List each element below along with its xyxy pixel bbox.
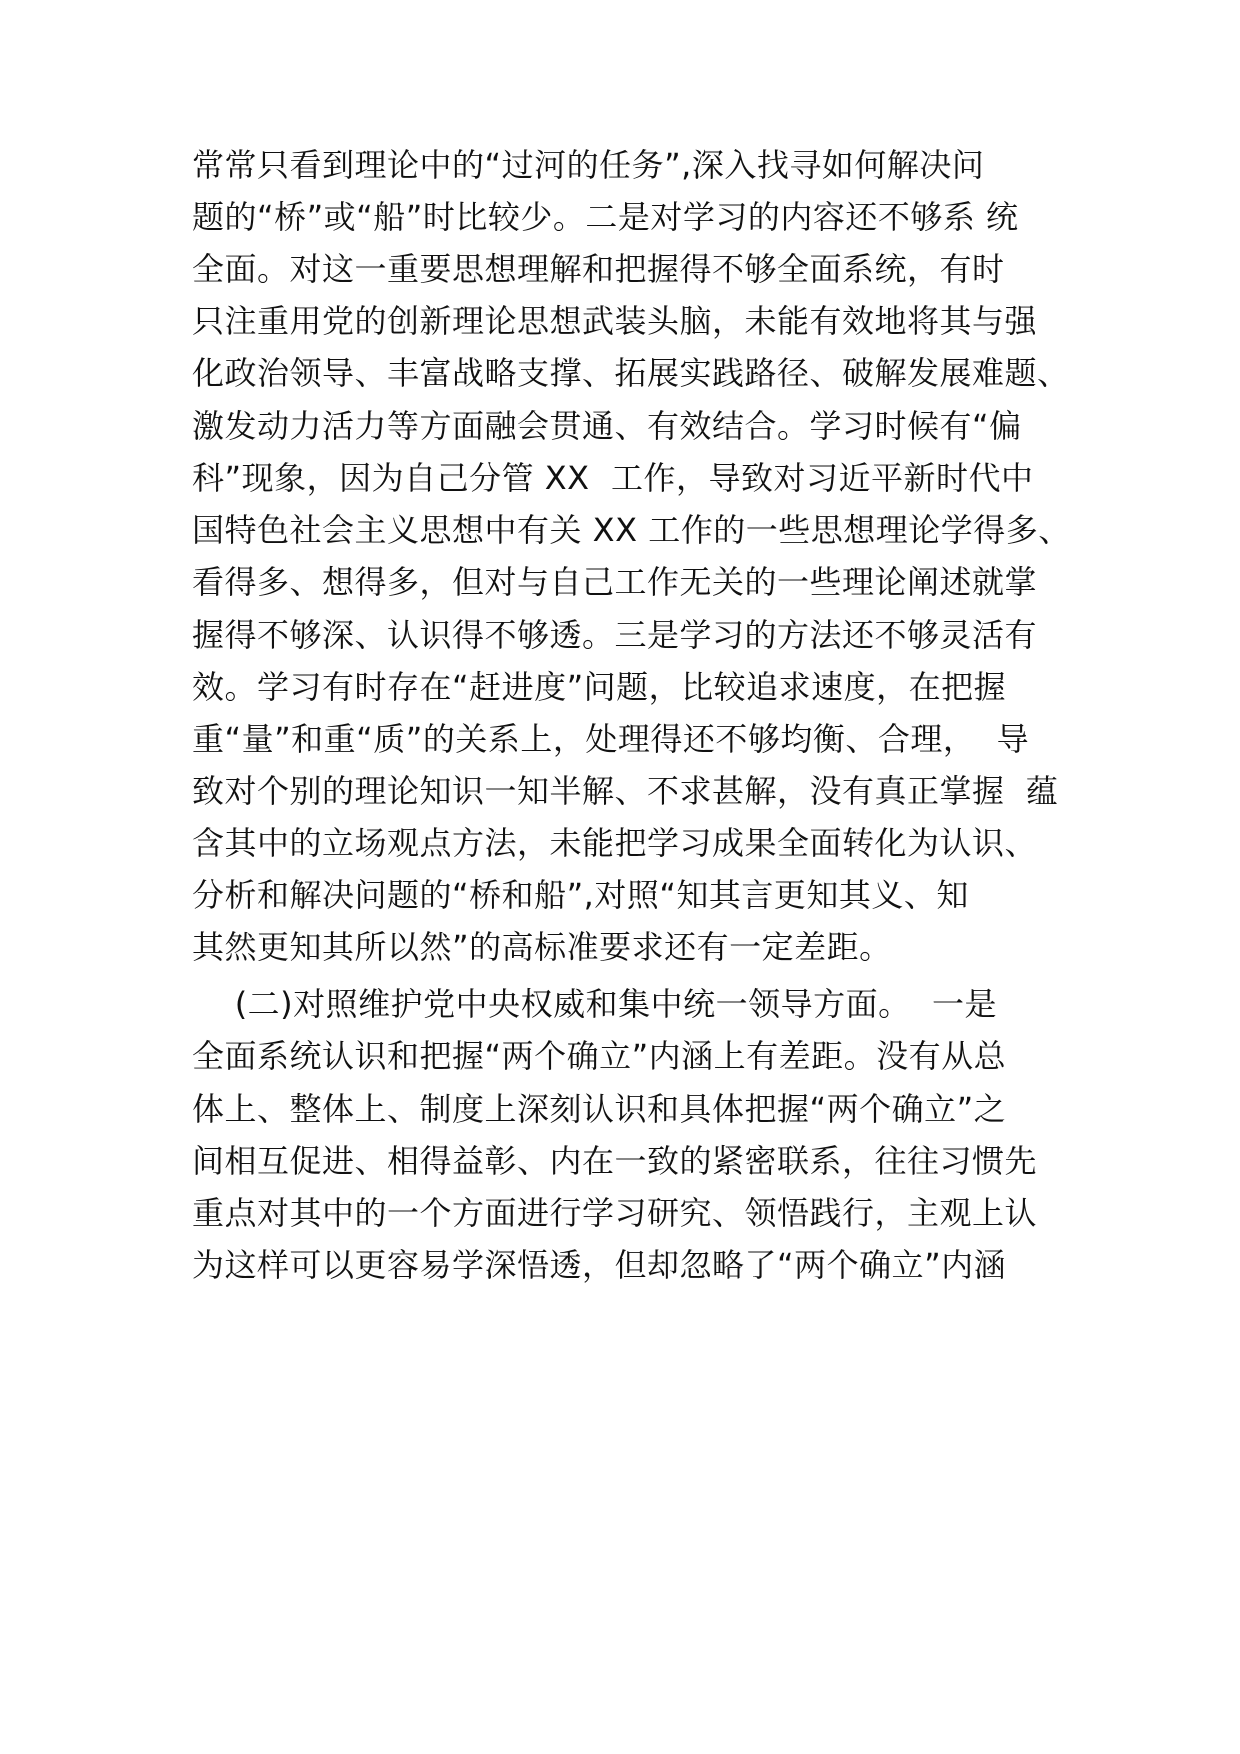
text-line: 常常只看到理论中的“过河的任务”,深入找寻如何解决问: [192, 146, 985, 184]
text-line: 其然更知其所以然”的高标准要求还有一定差距。: [192, 928, 892, 966]
section-heading-line: (二)对照维护党中央权威和集中统一领导方面。 一是: [192, 985, 998, 1023]
text-line: 含其中的立场观点方法，未能把学习成果全面转化为认识、: [192, 824, 1038, 862]
text-line: 科”现象，因为自己分管 XX 工作，导致对习近平新时代中: [192, 459, 1034, 497]
text-line: 为这样可以更容易学深悟透，但却忽略了“两个确立”内涵: [192, 1246, 1007, 1284]
text-line: 看得多、想得多，但对与自己工作无关的一些理论阐述就掌: [192, 563, 1038, 601]
text-line: 重“量”和重“质”的关系上，处理得还不够均衡、合理， 导: [192, 720, 1030, 758]
text-line: 国特色社会主义思想中有关 XX 工作的一些思想理论学得多、: [192, 511, 1071, 549]
text-line: 激发动力活力等方面融会贯通、有效结合。学习时候有“偏: [192, 407, 1022, 445]
text-line: 全面。对这一重要思想理解和把握得不够全面系统，有时: [192, 250, 1005, 288]
text-line: 握得不够深、认识得不够透。三是学习的方法还不够灵活有: [192, 616, 1038, 654]
text-line: 间相互促进、相得益彰、内在一致的紧密联系，往往习惯先: [192, 1142, 1038, 1180]
text-line: 效。学习有时存在“赶进度”问题，比较追求速度，在把握: [192, 668, 1007, 706]
text-line: 化政治领导、丰富战略支撑、拓展实践路径、破解发展难题、: [192, 354, 1070, 392]
text-line: 分析和解决问题的“桥和船”,对照“知其言更知其义、知: [192, 876, 969, 914]
text-line: 全面系统认识和把握“两个确立”内涵上有差距。没有从总: [192, 1037, 1007, 1075]
text-line: 题的“桥”或“船”时比较少。二是对学习的内容还不够系 统: [192, 198, 1019, 236]
text-line: 致对个别的理论知识一知半解、不求甚解，没有真正掌握 蕴: [192, 772, 1059, 810]
text-line: 只注重用党的创新理论思想武装头脑，未能有效地将其与强: [192, 302, 1038, 340]
text-line: 体上、整体上、制度上深刻认识和具体把握“两个确立”之: [192, 1090, 1007, 1128]
text-line: 重点对其中的一个方面进行学习研究、领悟践行，主观上认: [192, 1194, 1038, 1232]
